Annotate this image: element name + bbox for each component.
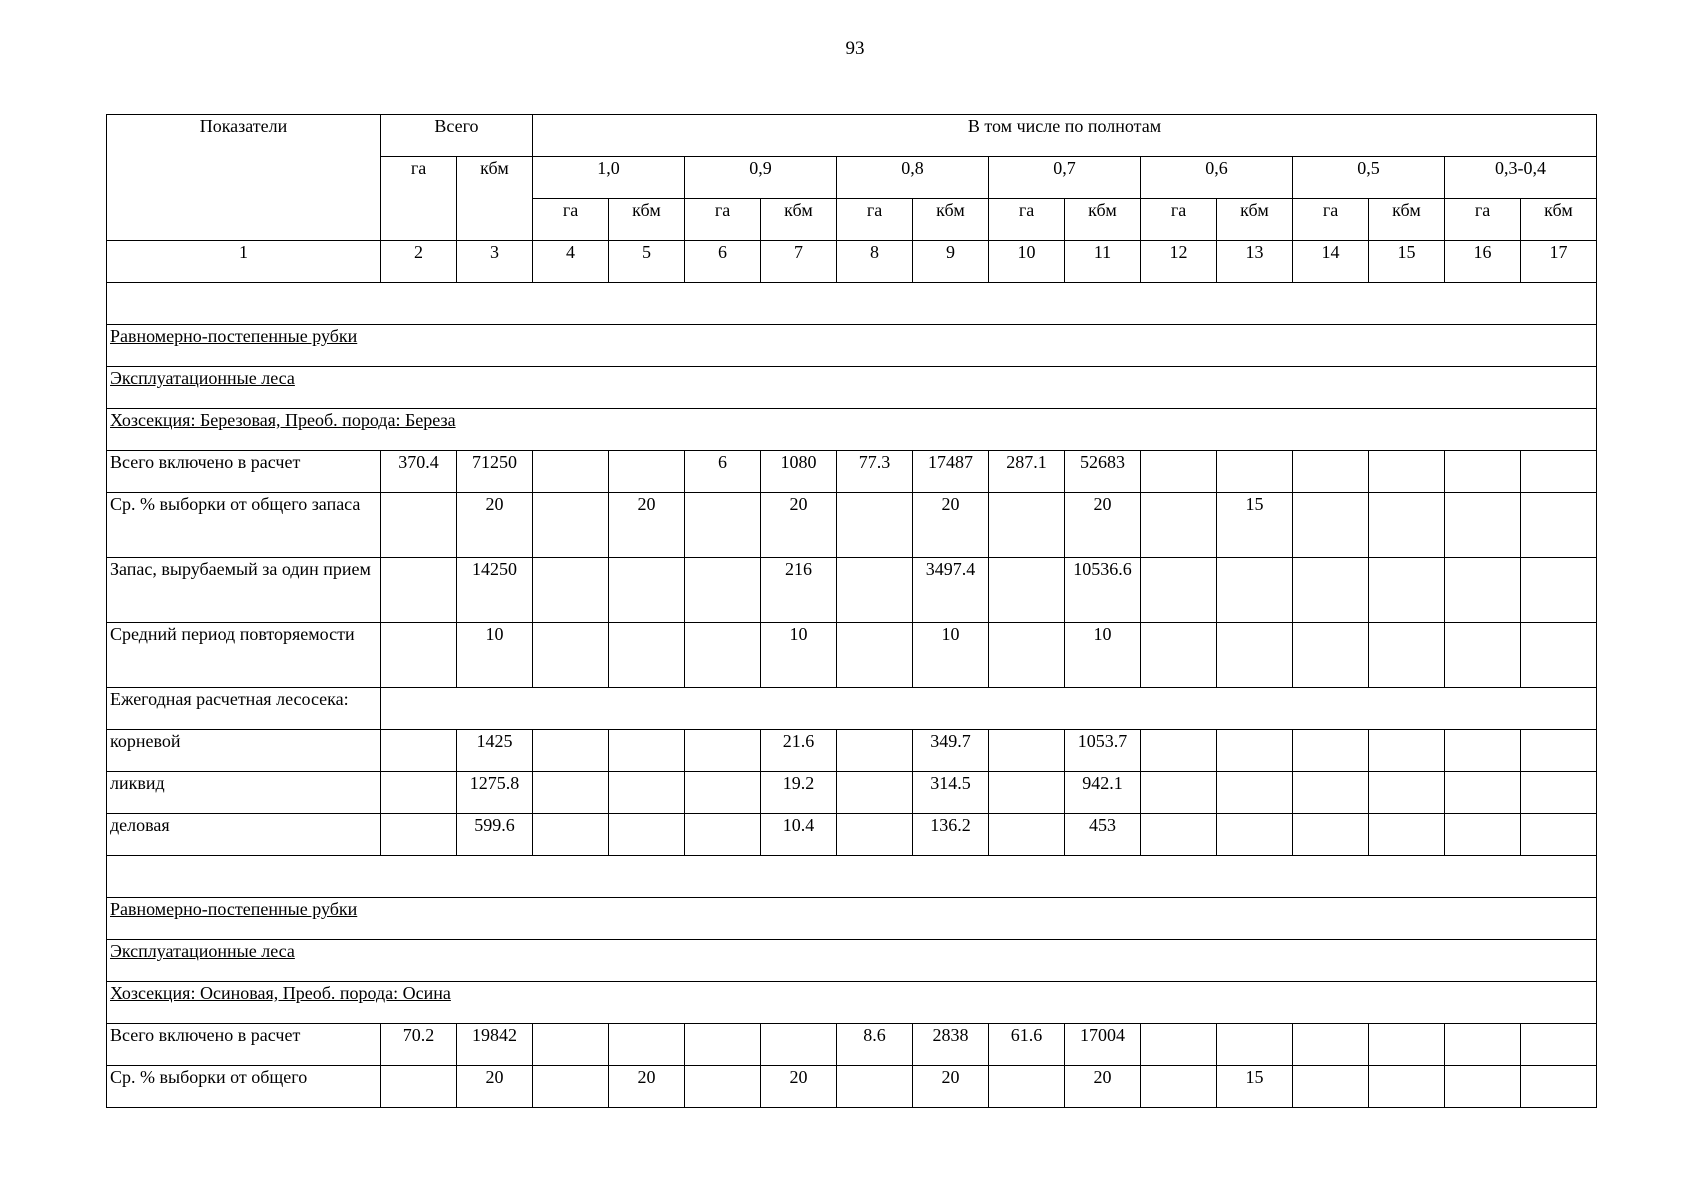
column-number: 11 <box>1065 241 1141 283</box>
table-cell <box>1141 623 1217 688</box>
table-cell <box>1141 1024 1217 1066</box>
row-label: Всего включено в расчет <box>107 1024 381 1066</box>
header-unit-kbm: кбм <box>761 199 837 241</box>
table-cell <box>989 623 1065 688</box>
cutting-type-row <box>107 325 1597 367</box>
page-number: 93 <box>845 38 865 59</box>
header-unit-ha: га <box>1141 199 1217 241</box>
table-cell: 370.4 <box>381 451 457 493</box>
header-density: 1,0 <box>533 157 685 199</box>
table-cell: 20 <box>913 493 989 558</box>
table-cell: 17487 <box>913 451 989 493</box>
column-number: 7 <box>761 241 837 283</box>
table-cell <box>685 623 761 688</box>
table-cell <box>609 772 685 814</box>
table-cell <box>837 493 913 558</box>
row-label: Всего включено в расчет <box>107 451 381 493</box>
row-label: деловая <box>107 814 381 856</box>
column-number: 12 <box>1141 241 1217 283</box>
header-density: 0,5 <box>1293 157 1445 199</box>
table-cell: 10 <box>1065 623 1141 688</box>
table-cell: 10536.6 <box>1065 558 1141 623</box>
table-cell: 21.6 <box>761 730 837 772</box>
table-cell <box>1445 1024 1521 1066</box>
table-cell <box>1293 558 1369 623</box>
table-cell <box>1369 558 1445 623</box>
table-cell: 20 <box>1065 1066 1141 1108</box>
table-cell <box>1141 814 1217 856</box>
table-cell <box>1521 730 1597 772</box>
table-cell <box>1293 814 1369 856</box>
table-cell <box>1217 730 1293 772</box>
table-cell: 20 <box>913 1066 989 1108</box>
table-cell <box>1369 623 1445 688</box>
cutting-type-row-cell <box>107 325 1597 367</box>
table-cell: 10 <box>761 623 837 688</box>
table-row <box>107 451 1597 493</box>
table-cell <box>1369 451 1445 493</box>
cutting-type-row <box>107 898 1597 940</box>
table-cell <box>1369 814 1445 856</box>
table-cell <box>1293 493 1369 558</box>
row-label: Запас, вырубаемый за один прием <box>107 558 381 623</box>
table-cell: 3497.4 <box>913 558 989 623</box>
forest-category-row-cell <box>107 367 1597 409</box>
table-cell: 1053.7 <box>1065 730 1141 772</box>
table-cell: 15 <box>1217 1066 1293 1108</box>
table-cell <box>1369 730 1445 772</box>
economic-section-row <box>107 982 1597 1024</box>
table-cell <box>685 1066 761 1108</box>
row-label: Средний период повторяемости <box>107 623 381 688</box>
table-cell: 10 <box>457 623 533 688</box>
table-row <box>107 1066 1597 1108</box>
table-cell <box>533 1066 609 1108</box>
table-cell <box>533 558 609 623</box>
cutting-calculation-table <box>106 114 1597 1108</box>
table-cell <box>1293 730 1369 772</box>
header-density: 0,9 <box>685 157 837 199</box>
table-cell: 20 <box>609 493 685 558</box>
table-cell: 942.1 <box>1065 772 1141 814</box>
table-cell <box>1445 1066 1521 1108</box>
table-cell <box>1141 493 1217 558</box>
table-cell: 70.2 <box>381 1024 457 1066</box>
table-cell <box>1293 1066 1369 1108</box>
table-cell <box>685 814 761 856</box>
header-density: 0,3-0,4 <box>1445 157 1597 199</box>
table-cell: 216 <box>761 558 837 623</box>
table-cell: 349.7 <box>913 730 989 772</box>
table-cell <box>1445 772 1521 814</box>
column-number: 2 <box>381 241 457 283</box>
table-row <box>107 493 1597 558</box>
economic-section-row-cell <box>107 982 1597 1024</box>
table-cell <box>1217 623 1293 688</box>
header-unit-ha: га <box>989 199 1065 241</box>
table-cell: 453 <box>1065 814 1141 856</box>
column-number: 14 <box>1293 241 1369 283</box>
table-cell <box>609 558 685 623</box>
column-number: 17 <box>1521 241 1597 283</box>
header-density: 0,7 <box>989 157 1141 199</box>
table-cell <box>1369 1066 1445 1108</box>
column-number: 5 <box>609 241 685 283</box>
table-cell <box>1293 772 1369 814</box>
table-cell <box>1141 730 1217 772</box>
table-cell <box>761 1024 837 1066</box>
table-cell <box>837 558 913 623</box>
row-label: Ср. % выборки от общего запаса <box>107 493 381 558</box>
table-header <box>107 115 1597 283</box>
table-cell <box>1445 814 1521 856</box>
table-cell <box>1521 1066 1597 1108</box>
table-cell <box>1217 1024 1293 1066</box>
forest-category-row-cell <box>107 940 1597 982</box>
table-cell: 14250 <box>457 558 533 623</box>
forest-category-row-label: Эксплуатационные леса <box>110 368 295 388</box>
table-cell: 10.4 <box>761 814 837 856</box>
table-cell <box>1217 814 1293 856</box>
table-cell: 8.6 <box>837 1024 913 1066</box>
table-cell: 20 <box>1065 493 1141 558</box>
table-cell <box>1521 772 1597 814</box>
table-cell <box>381 814 457 856</box>
table-cell <box>1521 558 1597 623</box>
economic-section-row <box>107 409 1597 451</box>
table-cell <box>1293 451 1369 493</box>
header-unit-kbm: кбм <box>913 199 989 241</box>
table-cell <box>989 558 1065 623</box>
column-number: 1 <box>107 241 381 283</box>
row-label: корневой <box>107 730 381 772</box>
table-cell <box>837 623 913 688</box>
economic-section-row-label: Хозсекция: Березовая, Преоб. порода: Береза <box>110 410 456 430</box>
table-cell <box>381 730 457 772</box>
table-cell: 17004 <box>1065 1024 1141 1066</box>
table-cell <box>381 1066 457 1108</box>
column-number: 16 <box>1445 241 1521 283</box>
table-cell <box>1521 623 1597 688</box>
header-total-ha: га <box>381 157 457 241</box>
column-number: 8 <box>837 241 913 283</box>
table-cell: 61.6 <box>989 1024 1065 1066</box>
header-density: 0,6 <box>1141 157 1293 199</box>
column-number: 3 <box>457 241 533 283</box>
annual-label-filler <box>381 688 1597 730</box>
cutting-type-row-cell <box>107 898 1597 940</box>
header-total-kbm: кбм <box>457 157 533 241</box>
spacer-row <box>107 856 1597 898</box>
table-cell <box>381 623 457 688</box>
header-by-density: В том числе по полнотам <box>533 115 1597 157</box>
table-row <box>107 558 1597 623</box>
table-cell <box>533 1024 609 1066</box>
header-unit-kbm: кбм <box>609 199 685 241</box>
forest-category-row-label: Эксплуатационные леса <box>110 941 295 961</box>
table-row <box>107 814 1597 856</box>
table-cell: 2838 <box>913 1024 989 1066</box>
table-cell <box>1141 451 1217 493</box>
table-cell <box>1293 1024 1369 1066</box>
table-cell <box>1217 451 1293 493</box>
table-cell <box>837 814 913 856</box>
annual-label: Ежегодная расчетная лесосека: <box>107 688 381 730</box>
column-number: 9 <box>913 241 989 283</box>
annual-header-row <box>107 688 1597 730</box>
table-cell <box>1445 493 1521 558</box>
table-cell <box>533 623 609 688</box>
table-cell <box>685 772 761 814</box>
table-cell: 1425 <box>457 730 533 772</box>
table-cell <box>609 1024 685 1066</box>
spacer-cell <box>107 283 1597 325</box>
table-cell: 71250 <box>457 451 533 493</box>
table-cell <box>1141 772 1217 814</box>
table-cell <box>533 772 609 814</box>
table-cell <box>1293 623 1369 688</box>
table-cell: 19.2 <box>761 772 837 814</box>
table-cell <box>1521 451 1597 493</box>
spacer-row <box>107 283 1597 325</box>
table-cell <box>533 814 609 856</box>
table-cell <box>381 558 457 623</box>
table-cell <box>1521 1024 1597 1066</box>
table-cell: 10 <box>913 623 989 688</box>
table-cell <box>1217 772 1293 814</box>
table-row <box>107 772 1597 814</box>
table-cell <box>381 772 457 814</box>
forest-category-row <box>107 367 1597 409</box>
table-cell: 20 <box>609 1066 685 1108</box>
header-unit-ha: га <box>837 199 913 241</box>
table-cell <box>609 451 685 493</box>
header-unit-ha: га <box>1293 199 1369 241</box>
table-cell <box>609 814 685 856</box>
economic-section-row-label: Хозсекция: Осиновая, Преоб. порода: Осина <box>110 983 451 1003</box>
cutting-type-row-label: Равномерно-постепенные рубки <box>110 326 358 346</box>
table-cell: 52683 <box>1065 451 1141 493</box>
header-unit-kbm: кбм <box>1521 199 1597 241</box>
table-cell <box>1521 814 1597 856</box>
table-cell <box>837 772 913 814</box>
header-unit-kbm: кбм <box>1369 199 1445 241</box>
column-number: 13 <box>1217 241 1293 283</box>
column-number: 4 <box>533 241 609 283</box>
column-numbers-row <box>107 241 1597 283</box>
table-cell: 314.5 <box>913 772 989 814</box>
table-cell <box>685 558 761 623</box>
table-cell <box>609 730 685 772</box>
table-cell <box>1369 772 1445 814</box>
table-cell: 6 <box>685 451 761 493</box>
table-cell: 20 <box>761 493 837 558</box>
table-cell <box>989 814 1065 856</box>
table-row <box>107 730 1597 772</box>
table-cell <box>837 1066 913 1108</box>
table-cell <box>685 730 761 772</box>
table-cell <box>609 623 685 688</box>
column-number: 15 <box>1369 241 1445 283</box>
table-cell: 287.1 <box>989 451 1065 493</box>
table-cell <box>1141 558 1217 623</box>
table-cell <box>1521 493 1597 558</box>
row-label: Ср. % выборки от общего <box>107 1066 381 1108</box>
economic-section-row-cell <box>107 409 1597 451</box>
table-row <box>107 623 1597 688</box>
table-cell <box>989 1066 1065 1108</box>
cutting-type-row-label: Равномерно-постепенные рубки <box>110 899 358 919</box>
table-cell <box>1445 623 1521 688</box>
table-cell <box>989 730 1065 772</box>
table-cell: 19842 <box>457 1024 533 1066</box>
header-unit-kbm: кбм <box>1217 199 1293 241</box>
table-cell: 15 <box>1217 493 1293 558</box>
forest-category-row <box>107 940 1597 982</box>
header-indicators: Показатели <box>107 115 381 241</box>
table-cell <box>1445 558 1521 623</box>
table-cell <box>1369 1024 1445 1066</box>
table-cell <box>1141 1066 1217 1108</box>
table-cell <box>1445 730 1521 772</box>
table-row <box>107 1024 1597 1066</box>
table-cell: 20 <box>457 1066 533 1108</box>
table-cell <box>685 493 761 558</box>
header-unit-ha: га <box>685 199 761 241</box>
table-cell: 136.2 <box>913 814 989 856</box>
table-cell <box>837 730 913 772</box>
table-cell <box>989 493 1065 558</box>
header-unit-ha: га <box>1445 199 1521 241</box>
table-cell <box>1217 558 1293 623</box>
table-cell <box>1445 451 1521 493</box>
table-body <box>107 283 1597 1108</box>
column-number: 10 <box>989 241 1065 283</box>
row-label: ликвид <box>107 772 381 814</box>
header-unit-ha: га <box>533 199 609 241</box>
spacer-cell <box>107 856 1597 898</box>
table-cell <box>989 772 1065 814</box>
header-unit-kbm: кбм <box>1065 199 1141 241</box>
table-cell: 1275.8 <box>457 772 533 814</box>
table-cell: 1080 <box>761 451 837 493</box>
table-cell: 20 <box>761 1066 837 1108</box>
table-cell <box>685 1024 761 1066</box>
column-number: 6 <box>685 241 761 283</box>
header-density: 0,8 <box>837 157 989 199</box>
header-total: Всего <box>381 115 533 157</box>
table-cell: 77.3 <box>837 451 913 493</box>
table-cell <box>1369 493 1445 558</box>
table-cell <box>533 493 609 558</box>
table-cell <box>381 493 457 558</box>
table-cell: 599.6 <box>457 814 533 856</box>
table-cell: 20 <box>457 493 533 558</box>
table-cell <box>533 730 609 772</box>
table-cell <box>533 451 609 493</box>
